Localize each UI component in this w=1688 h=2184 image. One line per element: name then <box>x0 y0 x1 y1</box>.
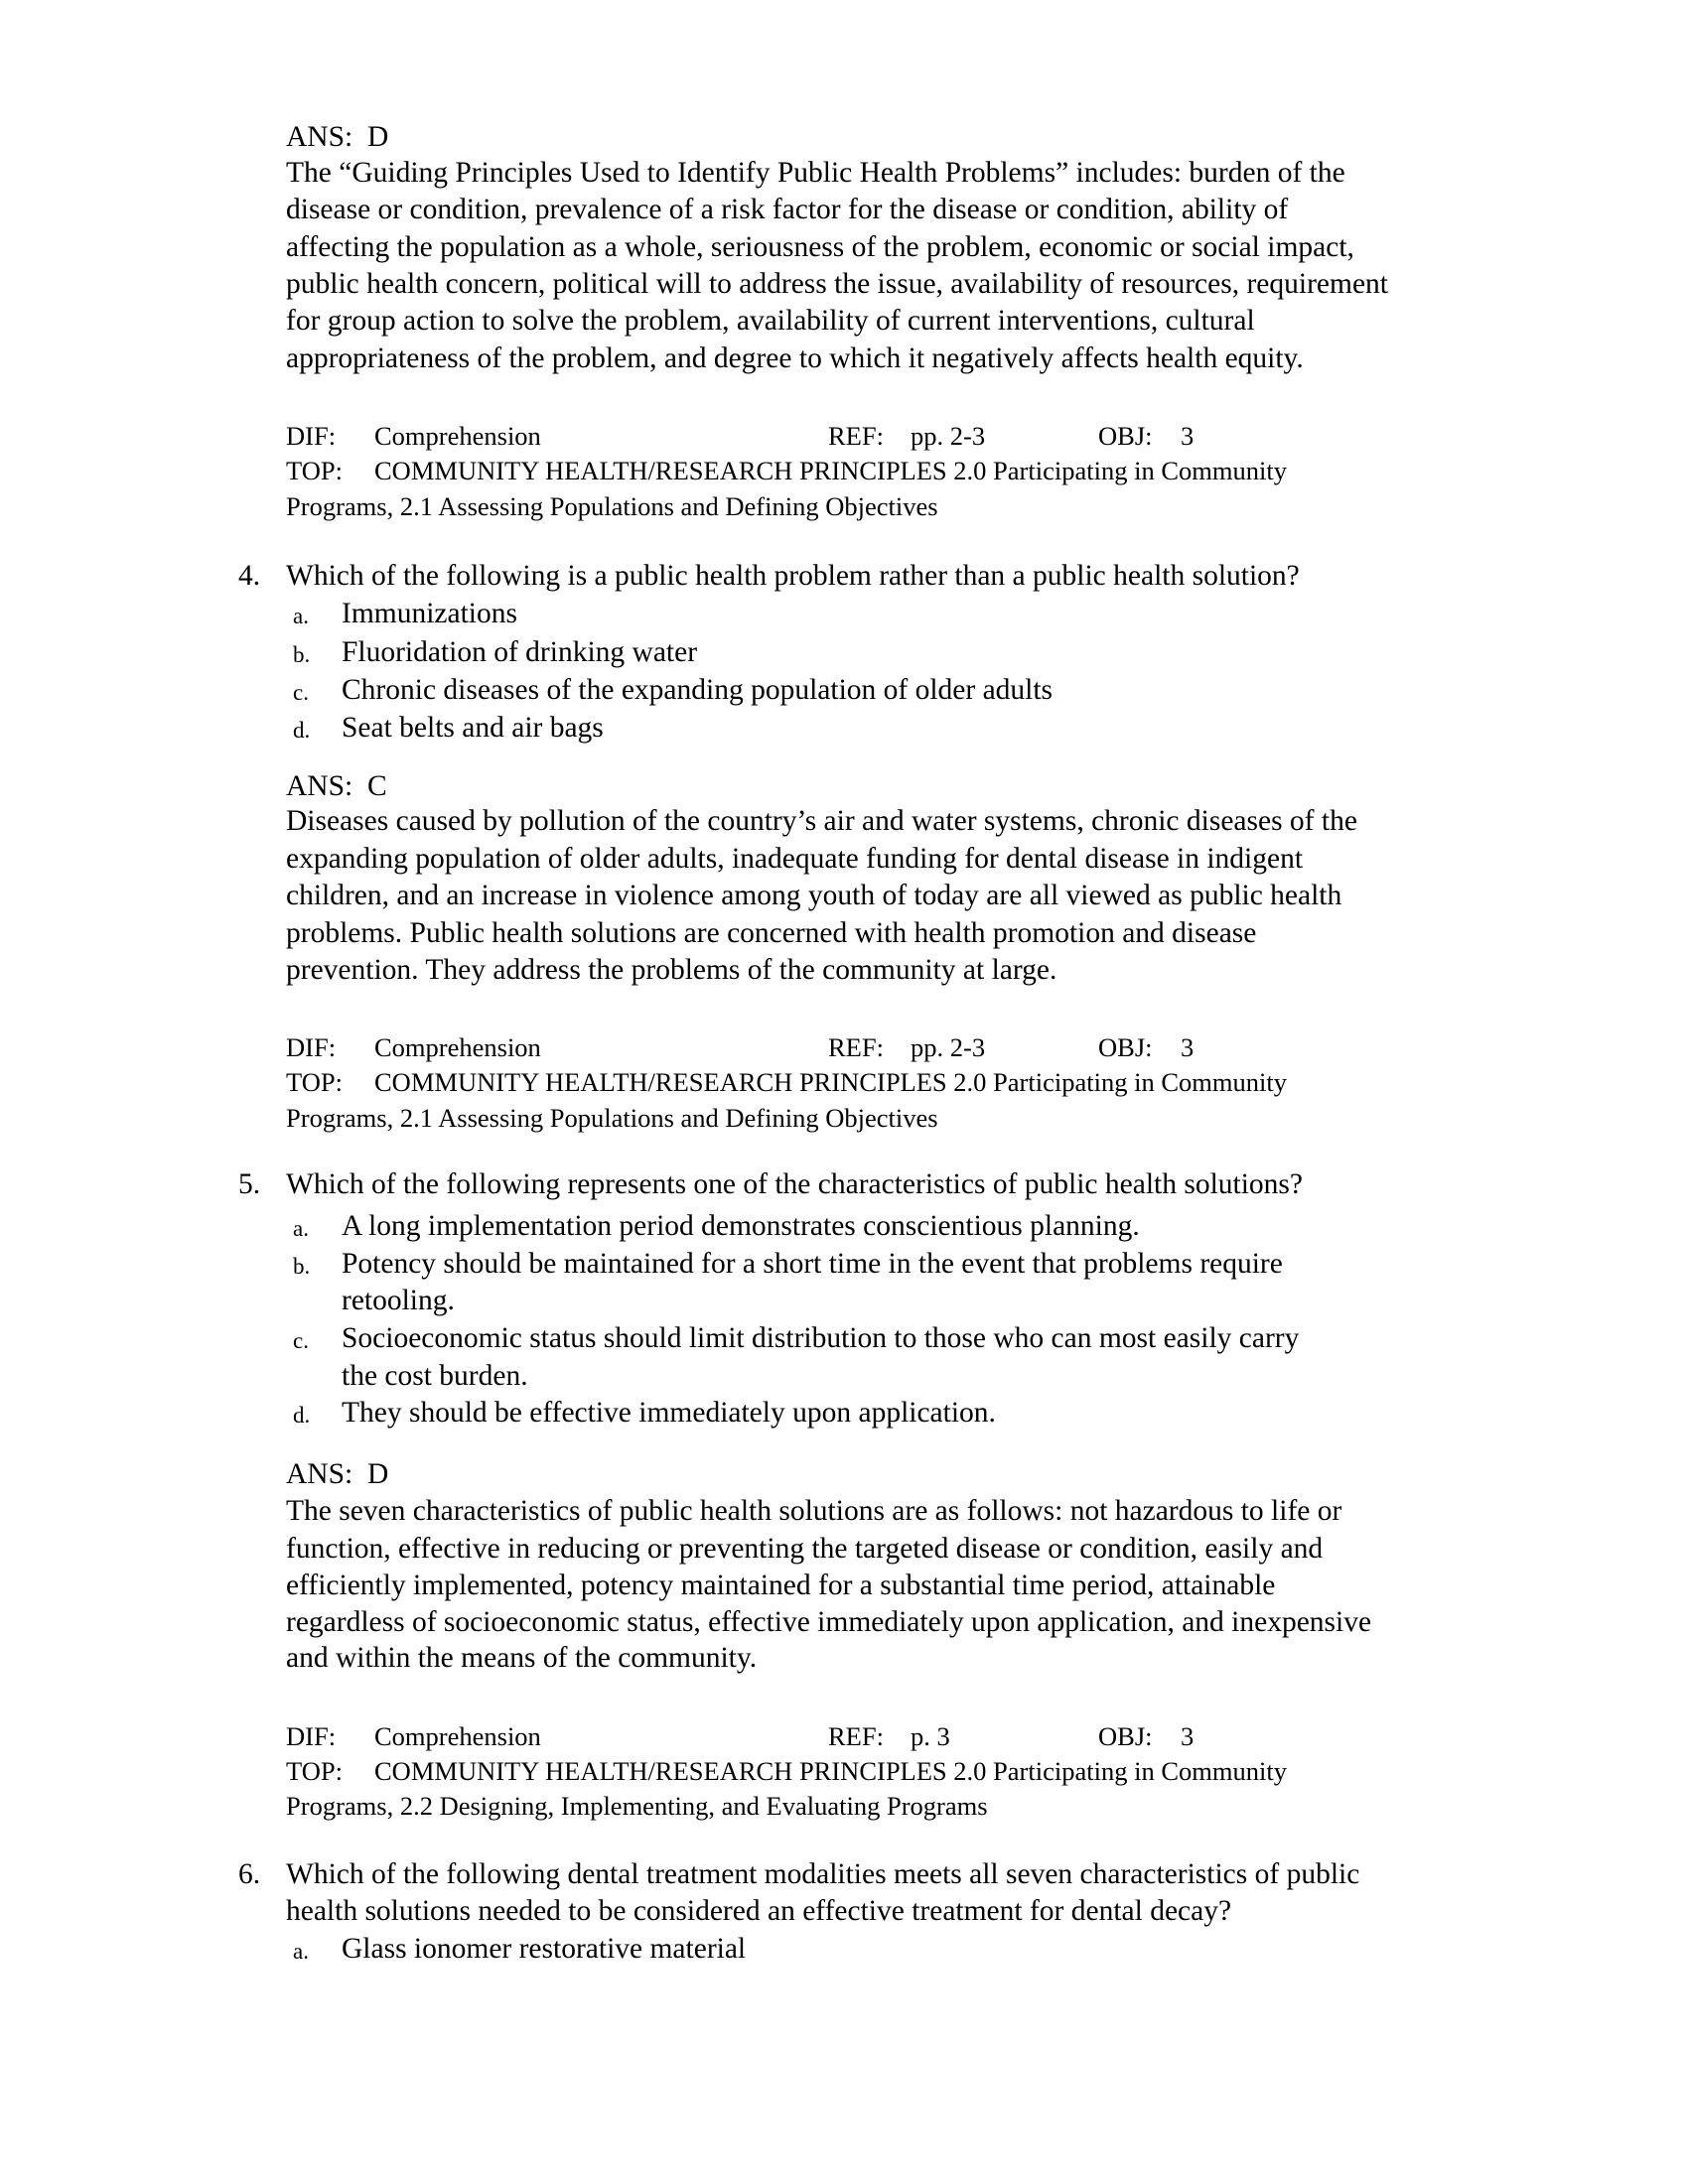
rationale-line: The “Guiding Principles Used to Identify Public Health Problems” includes: burden of the <box>286 157 1345 189</box>
ref-label: REF: <box>828 1032 884 1062</box>
dif-label: DIF: <box>286 1721 337 1751</box>
option-text: A long implementation period demonstrates conscientious planning. <box>342 1210 1140 1242</box>
ref-value: pp. 2-3 <box>911 1032 986 1062</box>
option-text: Chronic diseases of the expanding population of older adults <box>342 674 1054 706</box>
top-label: TOP: <box>286 1067 343 1097</box>
question-number: 5. <box>238 1168 261 1200</box>
question-stem: Which of the following represents one of the characteristics of public health solutions? <box>286 1168 1303 1200</box>
ref-value: pp. 2-3 <box>911 421 986 451</box>
rationale-line: expanding population of older adults, inadequate funding for dental disease in indigent <box>286 843 1304 875</box>
answer-value: D <box>367 121 389 153</box>
question-number: 4. <box>238 560 261 592</box>
option-text: Seat belts and air bags <box>342 712 604 744</box>
rationale-line: function, effective in reducing or preventing the targeted disease or condition, easily and <box>286 1533 1324 1565</box>
option-letter: c. <box>293 1328 309 1353</box>
top-label: TOP: <box>286 456 343 485</box>
ref-label: REF: <box>828 1721 884 1751</box>
question-number: 6. <box>238 1858 261 1890</box>
answer-value: D <box>367 1458 389 1490</box>
option-text: Immunizations <box>342 598 517 629</box>
obj-label: OBJ: <box>1098 1721 1153 1751</box>
obj-value: 3 <box>1181 1032 1195 1062</box>
answer-label: ANS: <box>286 770 353 802</box>
rationale-line: children, and an increase in violence among youth of today are all viewed as public health <box>286 880 1342 911</box>
option-letter: b. <box>293 1254 311 1279</box>
option-text: Glass ionomer restorative material <box>342 1933 747 1965</box>
rationale-line: affecting the population as a whole, seriousness of the problem, economic or social impact, <box>286 231 1354 263</box>
ref-label: REF: <box>828 421 884 451</box>
obj-label: OBJ: <box>1098 1032 1153 1062</box>
rationale-line: appropriateness of the problem, and degree to which it negatively affects health equity. <box>286 342 1304 374</box>
obj-value: 3 <box>1181 1721 1195 1751</box>
rationale-line: efficiently implemented, potency maintained for a substantial time period, attainable <box>286 1570 1276 1601</box>
dif-value: Comprehension <box>374 1721 541 1751</box>
option-text: Socioeconomic status should limit distribution to those who can most easily carry <box>342 1322 1300 1354</box>
option-letter: a. <box>293 604 309 628</box>
answer-value: C <box>367 770 387 802</box>
rationale-line: problems. Public health solutions are concerned with health promotion and disease <box>286 917 1257 949</box>
top-label: TOP: <box>286 1756 343 1786</box>
answer-label: ANS: <box>286 1458 353 1490</box>
question-stem-continued: health solutions needed to be considered an effective treatment for dental decay? <box>286 1895 1232 1927</box>
option-letter: c. <box>293 680 309 705</box>
rationale-line: prevention. They address the problems of the community at large. <box>286 954 1057 986</box>
top-value: COMMUNITY HEALTH/RESEARCH PRINCIPLES 2.0 Participating in Community <box>374 1756 1287 1786</box>
top-value-continued: Programs, 2.1 Assessing Populations and Defining Objectives <box>286 491 938 521</box>
top-value: COMMUNITY HEALTH/RESEARCH PRINCIPLES 2.0 Participating in Community <box>374 456 1287 485</box>
rationale-line: regardless of socioeconomic status, effective immediately upon application, and inexpensive <box>286 1606 1372 1638</box>
option-letter: d. <box>293 718 311 743</box>
option-letter: b. <box>293 642 311 667</box>
question-stem: Which of the following is a public health problem rather than a public health solution? <box>286 560 1300 592</box>
top-value-continued: Programs, 2.1 Assessing Populations and Defining Objectives <box>286 1103 938 1133</box>
option-text: Fluoridation of drinking water <box>342 636 698 668</box>
answer-label: ANS: <box>286 121 353 153</box>
option-text-continued: retooling. <box>342 1285 455 1316</box>
rationale-line: and within the means of the community. <box>286 1642 758 1674</box>
rationale-line: for group action to solve the problem, availability of current interventions, cultural <box>286 305 1255 337</box>
dif-label: DIF: <box>286 1032 337 1062</box>
obj-value: 3 <box>1181 421 1195 451</box>
dif-value: Comprehension <box>374 421 541 451</box>
rationale-line: The seven characteristics of public health solutions are as follows: not hazardous to life or <box>286 1495 1342 1527</box>
option-letter: a. <box>293 1939 309 1964</box>
option-letter: a. <box>293 1216 309 1241</box>
option-letter: d. <box>293 1403 311 1428</box>
option-text-continued: the cost burden. <box>342 1360 528 1392</box>
rationale-line: public health concern, political will to address the issue, availability of resources, requirement <box>286 268 1388 300</box>
option-text: Potency should be maintained for a short time in the event that problems require <box>342 1248 1283 1280</box>
obj-label: OBJ: <box>1098 421 1153 451</box>
top-value: COMMUNITY HEALTH/RESEARCH PRINCIPLES 2.0 Participating in Community <box>374 1067 1287 1097</box>
rationale-line: disease or condition, prevalence of a risk factor for the disease or condition, ability of <box>286 194 1289 225</box>
dif-label: DIF: <box>286 421 337 451</box>
question-stem: Which of the following dental treatment modalities meets all seven characteristics of public <box>286 1858 1360 1890</box>
option-text: They should be effective immediately upon application. <box>342 1397 996 1429</box>
rationale-line: Diseases caused by pollution of the country’s air and water systems, chronic diseases of the <box>286 805 1357 837</box>
top-value-continued: Programs, 2.2 Designing, Implementing, and Evaluating Programs <box>286 1791 988 1821</box>
ref-value: p. 3 <box>911 1721 950 1751</box>
dif-value: Comprehension <box>374 1032 541 1062</box>
